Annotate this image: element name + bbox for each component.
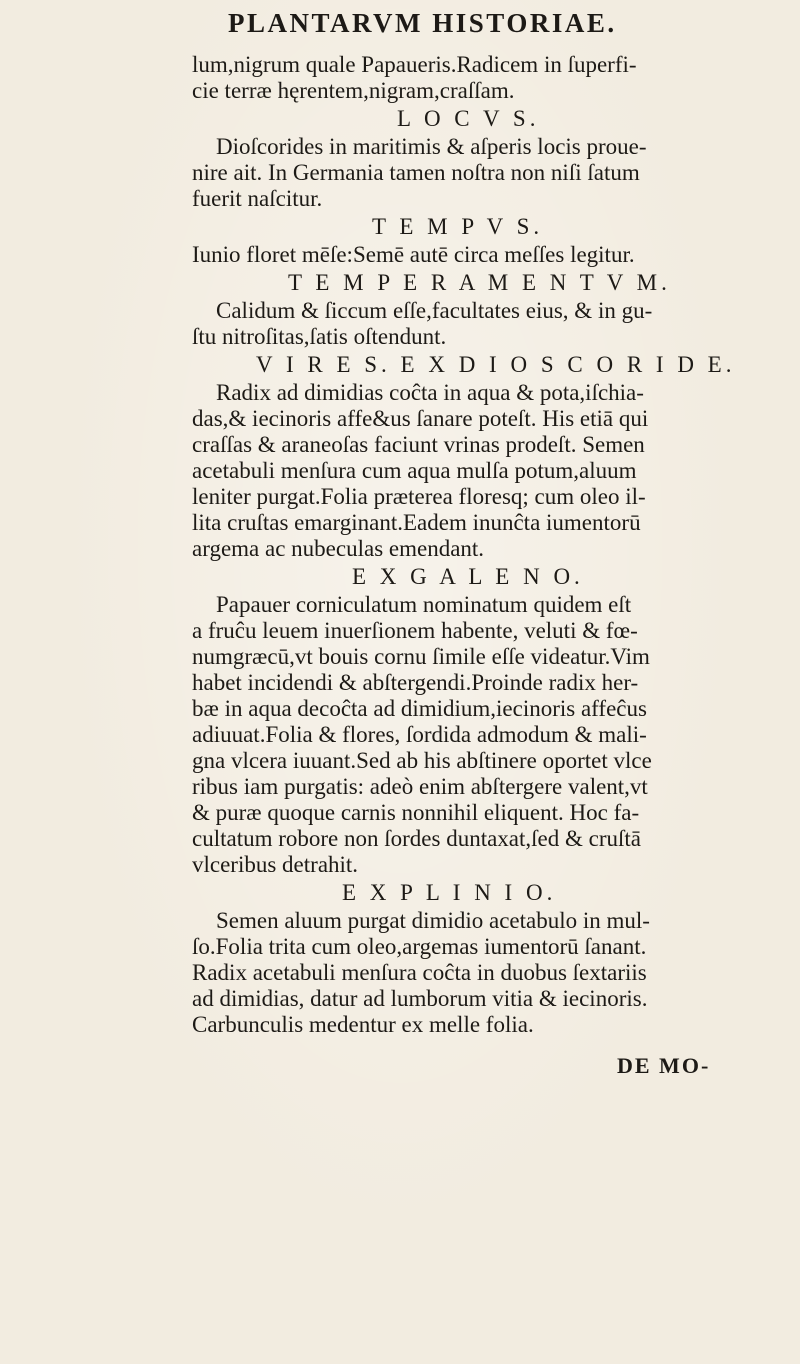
text-line: das,& iecinoris affe&us ſanare poteſt. His etiā qui [192, 406, 649, 431]
text-line: Radix acetabuli menſura coĉta in duobus ſextariis [192, 960, 647, 985]
text-line: ſtu nitroſitas,ſatis oſtendunt. [192, 324, 447, 349]
text-line: Iunio floret mēſe:Semē autē circa meſſes legitur. [192, 242, 635, 267]
text-block [192, 52, 776, 1080]
heading-vires-dioscoride: V I R E S. E X D I O S C O R I D E. [256, 352, 736, 377]
text-line: habet incidendi & abſtergendi.Proinde radix her- [192, 670, 639, 695]
text-line: vlceribus detrahit. [192, 852, 359, 877]
text-line: leniter purgat.Folia præterea floresq; cum oleo il- [192, 484, 646, 509]
text-line: Radix ad dimidias coĉta in aqua & pota,iſchia- [216, 380, 644, 405]
text-line: Semen aluum purgat dimidio acetabulo in mul- [216, 908, 650, 933]
text-line: Papauer corniculatum nominatum quidem eſt [216, 592, 632, 617]
heading-galeno: E X G A L E N O. [352, 564, 584, 589]
text-line: ribus iam purgatis: adeò enim abſtergere valent,vt [192, 774, 648, 799]
text-line: ſo.Folia trita cum oleo,argemas iumentorū ſanant. [192, 934, 647, 959]
heading-plinio: E X P L I N I O. [342, 880, 557, 905]
text-line: argema ac nubeculas emendant. [192, 536, 485, 561]
heading-tempus: T E M P V S. [372, 214, 544, 239]
text-line: adiuuat.Folia & flores, ſordida admodum & mali- [192, 722, 647, 747]
text-line: cie terræ hęrentem,nigram,craſſam. [192, 78, 515, 103]
text-line: ad dimidias, datur ad lumborum vitia & iecinoris. [192, 986, 648, 1011]
text-line: cultatum robore non ſordes duntaxat,ſed & cruſtā [192, 826, 642, 851]
text-line: a fruĉu leuem inuerſionem habente, veluti & fœ- [192, 618, 638, 643]
text-line: gna vlcera iuuant.Sed ab his abſtinere oportet vlce [192, 748, 652, 773]
text-line: lita cruſtas emarginant.Eadem inunĉta iumentorū [192, 510, 641, 535]
text-line: nire ait. In Germania tamen noſtra non niſi ſatum [192, 160, 640, 185]
text-line: Dioſcorides in maritimis & aſperis locis proue- [216, 134, 647, 159]
running-head: PLANTARVM HISTORIAE. [228, 8, 617, 38]
text-line: acetabuli menſura cum aqua mulſa potum,aluum [192, 458, 637, 483]
spacer [192, 1038, 776, 1052]
text-line: Carbunculis medentur ex melle folia. [192, 1012, 534, 1037]
text-line: numgræcū,vt bouis cornu ſimile eſſe videatur.Vim [192, 644, 650, 669]
text-line: Calidum & ſiccum eſſe,facultates eius, & in gu- [216, 298, 653, 323]
text-line: lum,nigrum quale Papaueris.Radicem in ſuperfi- [192, 52, 637, 77]
heading-temperamentum: T E M P E R A M E N T V M. [288, 270, 671, 295]
text-line: bæ in aqua decoĉta ad dimidium,iecinoris affeĉus [192, 696, 647, 721]
text-line: & puræ quoque carnis nonnihil eliquent. Hoc fa- [192, 800, 640, 825]
text-line: craſſas & araneoſas faciunt vrinas prodeſt. Semen [192, 432, 645, 457]
catchword: DE MO- [617, 1053, 711, 1078]
heading-locus: L O C V S. [397, 106, 540, 131]
text-line: fuerit naſcitur. [192, 186, 323, 211]
